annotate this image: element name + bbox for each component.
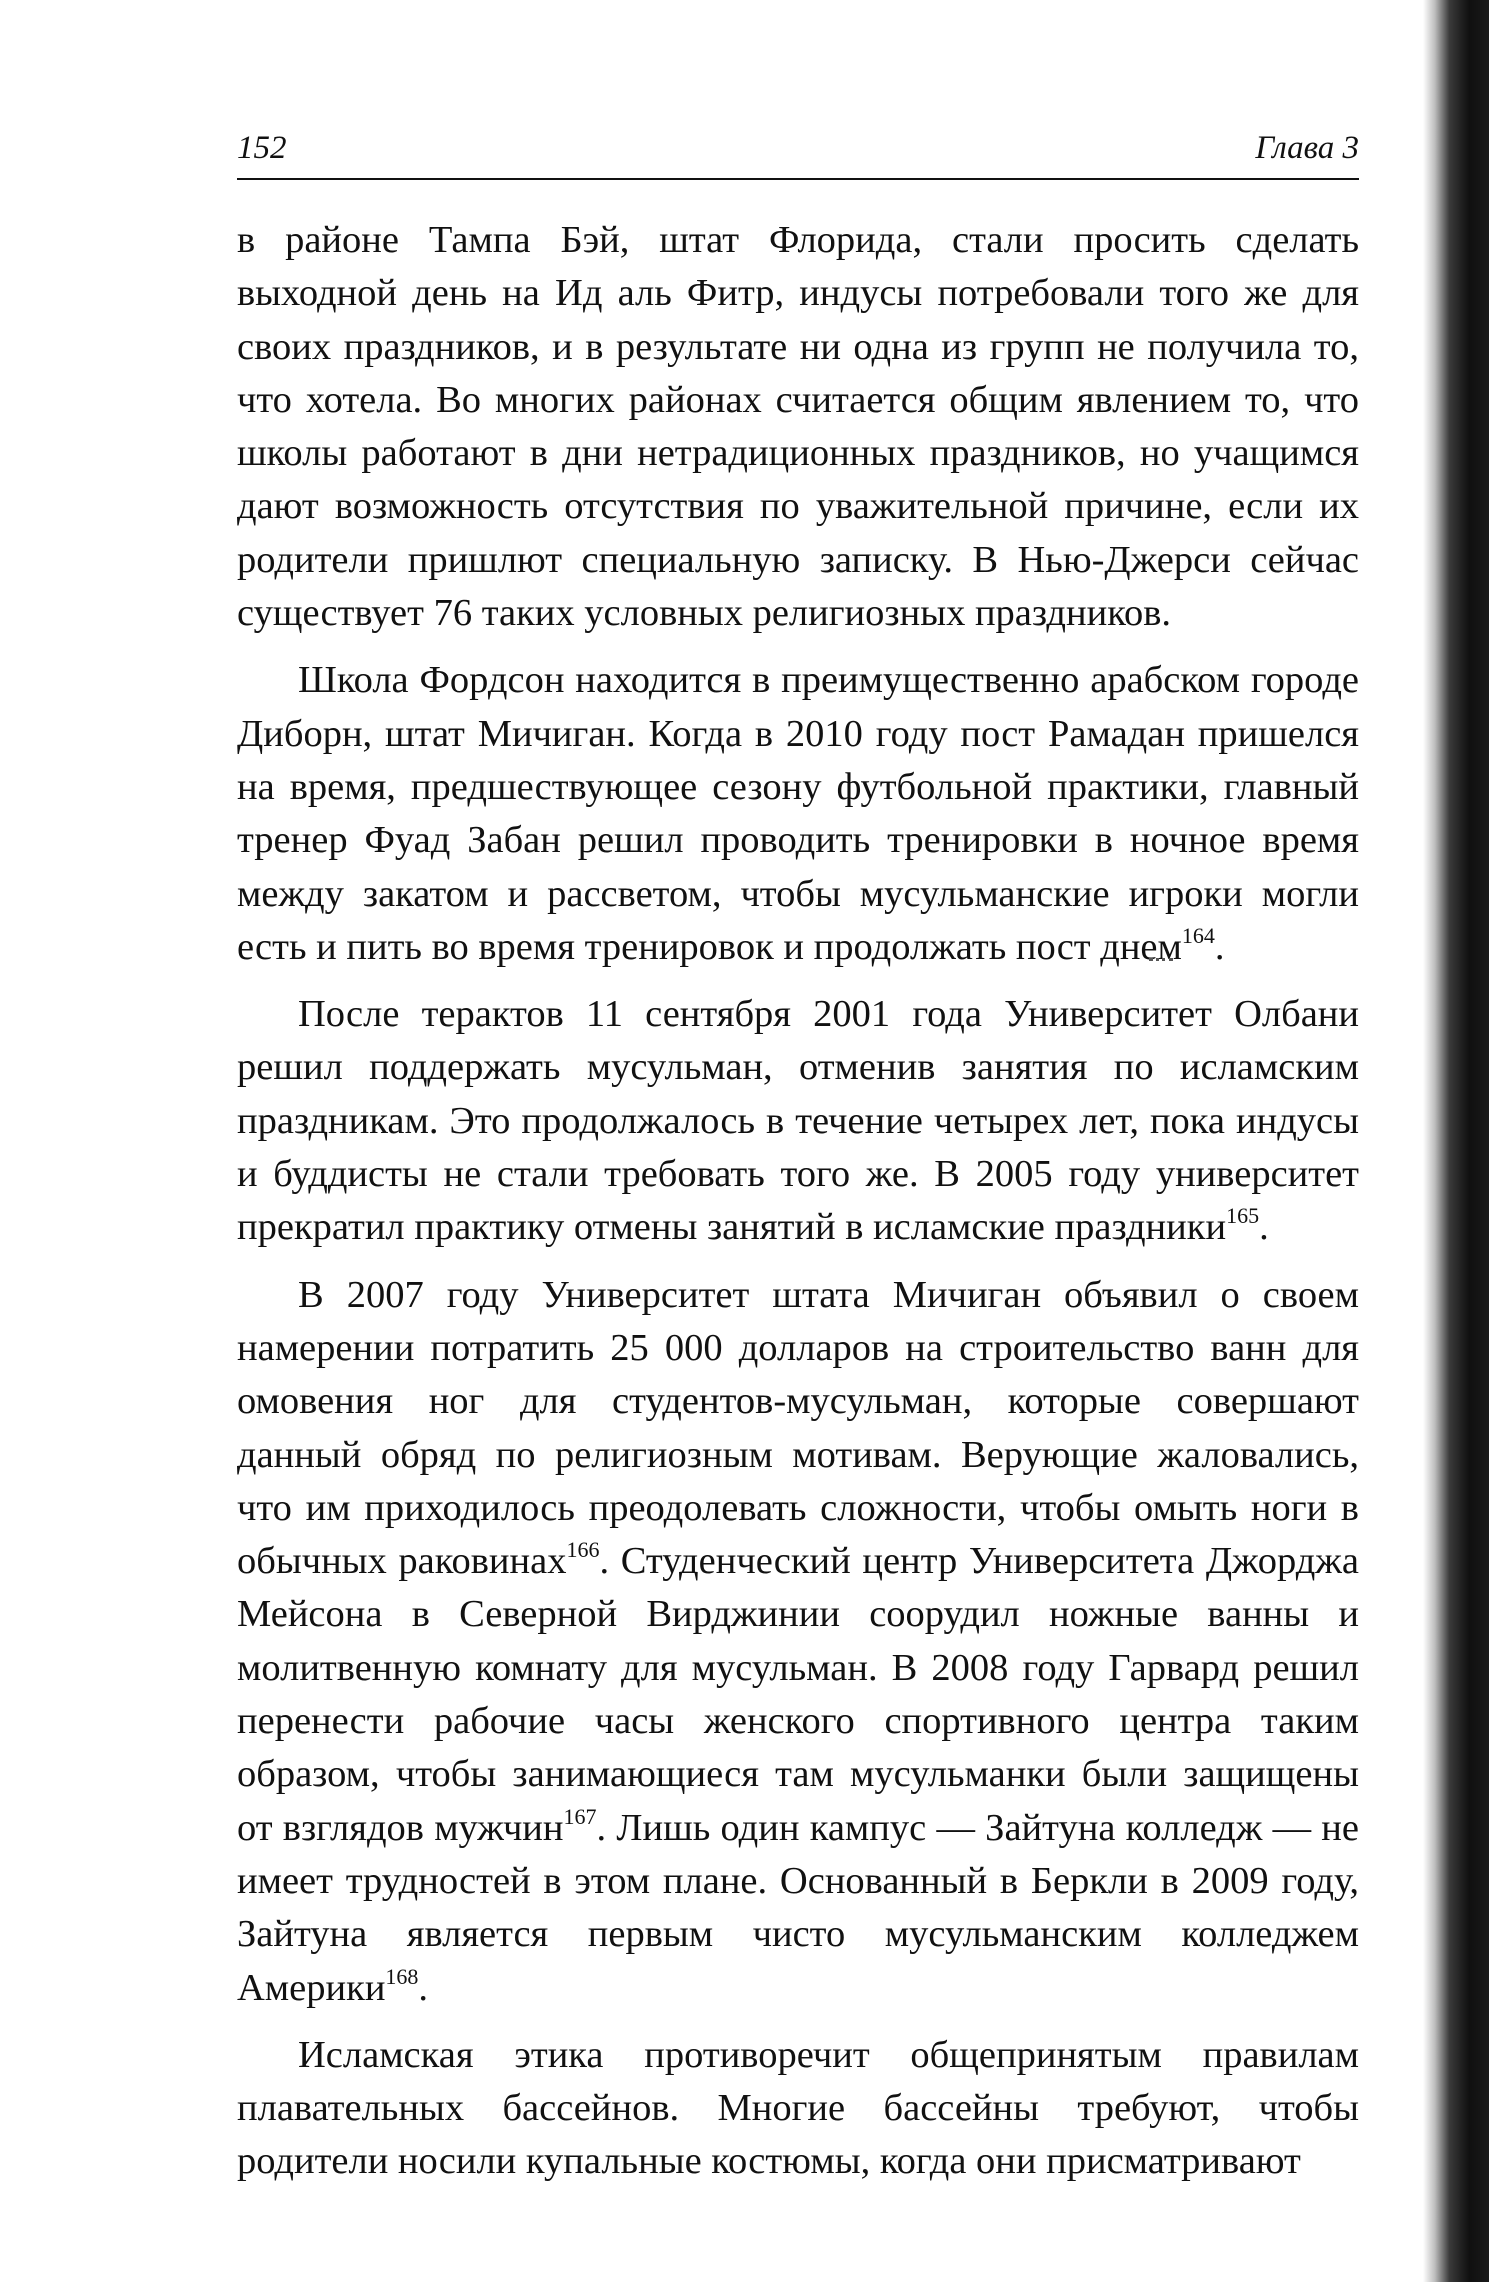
paragraph-text: . Лишь один кампус — Зайтуна колледж — не имеет трудностей в этом плане. Основанный в Беркли в 2009 году, Зайтуна является первым чисто мусульманским колледжем Америки [237,1806,1359,2009]
footnote-ref-165[interactable]: 165 [1226,1203,1260,1229]
scan-edge-shadow [1423,0,1489,2282]
paragraph-4 [237,1269,1359,2015]
paragraph-text: . Студенческий центр Университета Джорджа Мейсона в Северной Вирджинии соорудил ножные ванны и молитвенную комнату для мусульман. В 2008 году Гарвард решил перенести рабочие часы женского спортивного центра таким образом, чтобы занимающиеся там мусульманки были защищены от взглядов мужчин [237,1540,1359,1849]
paragraph-text: . [418,1966,429,2009]
paragraph-text: в районе Тампа Бэй, штат Флорида, стали просить сделать выходной день на Ид аль Фитр, индусы потребовали того же для своих праздников, и в результате ни одна из групп не получила то, что хотела. Во многих районах считается общим явлением то, что школы работают в дни нетрадиционных праздников, но учащимся дают возможность отсутствия по уважительной причине, если их родители пришлют специальную записку. В Нью-Джерси сейчас существует 76 таких условных религиозных праздников. [237,219,1359,635]
paragraph-text: . [1214,925,1225,968]
paragraph-5 [237,2029,1359,2189]
paragraph-text: После терактов 11 сентября 2001 года Университет Олбани решил поддержать мусульман, отменив занятия по исламским праздникам. Это продолжалось в течение четырех лет, пока индусы и буддисты не стали требовать того же. В 2005 году университет прекратил практику отмены занятий в исламские праздники [237,993,1359,1249]
paragraph-text: В 2007 году Университет штата Мичиган объявил о своем намерении потратить 25 000 долларов на строительство ванн для омовения ног для студентов-мусульман, которые совершают данный обряд по религиозным мотивам. Верующие жаловались, что им приходилось преодолевать сложности, чтобы омыть ноги в обычных раковинах [237,1273,1359,1583]
paragraph-text: . [1259,1206,1269,1249]
paragraph-1 [237,214,1359,640]
chapter-title: Глава 3 [1255,130,1359,166]
header-rule [237,178,1359,180]
paragraph-text: Школа Фордсон находится в преимущественно арабском городе Диборн, штат Мичиган. Когда в 2010 году пост Рамадан пришелся на время, предшествующее сезону футбольной практики, главный тренер Фуад Забан решил проводить тренировки в ночное время между закатом и рассветом, чтобы мусульманские игроки могли есть и пить во время тренировок и продолжать пост днем [237,659,1359,968]
page-number: 152 [237,130,287,166]
paragraph-3 [237,988,1359,1254]
footnote-ref-166[interactable]: 166 [566,1537,600,1563]
footnote-ref-164[interactable]: 164 [1181,922,1215,948]
body-text [237,214,1359,2189]
scan-smudge [1149,958,1173,965]
paragraph-text: Исламская этика противоречит общепринятым правилам плавательных бассейнов. Многие бассейны требуют, чтобы родители носили купальные костюмы, когда они присматривают [237,2033,1359,2183]
paragraph-2 [237,654,1359,974]
book-page [237,0,1359,2282]
footnote-ref-167[interactable]: 167 [563,1803,597,1829]
footnote-ref-168[interactable]: 168 [385,1963,419,1989]
